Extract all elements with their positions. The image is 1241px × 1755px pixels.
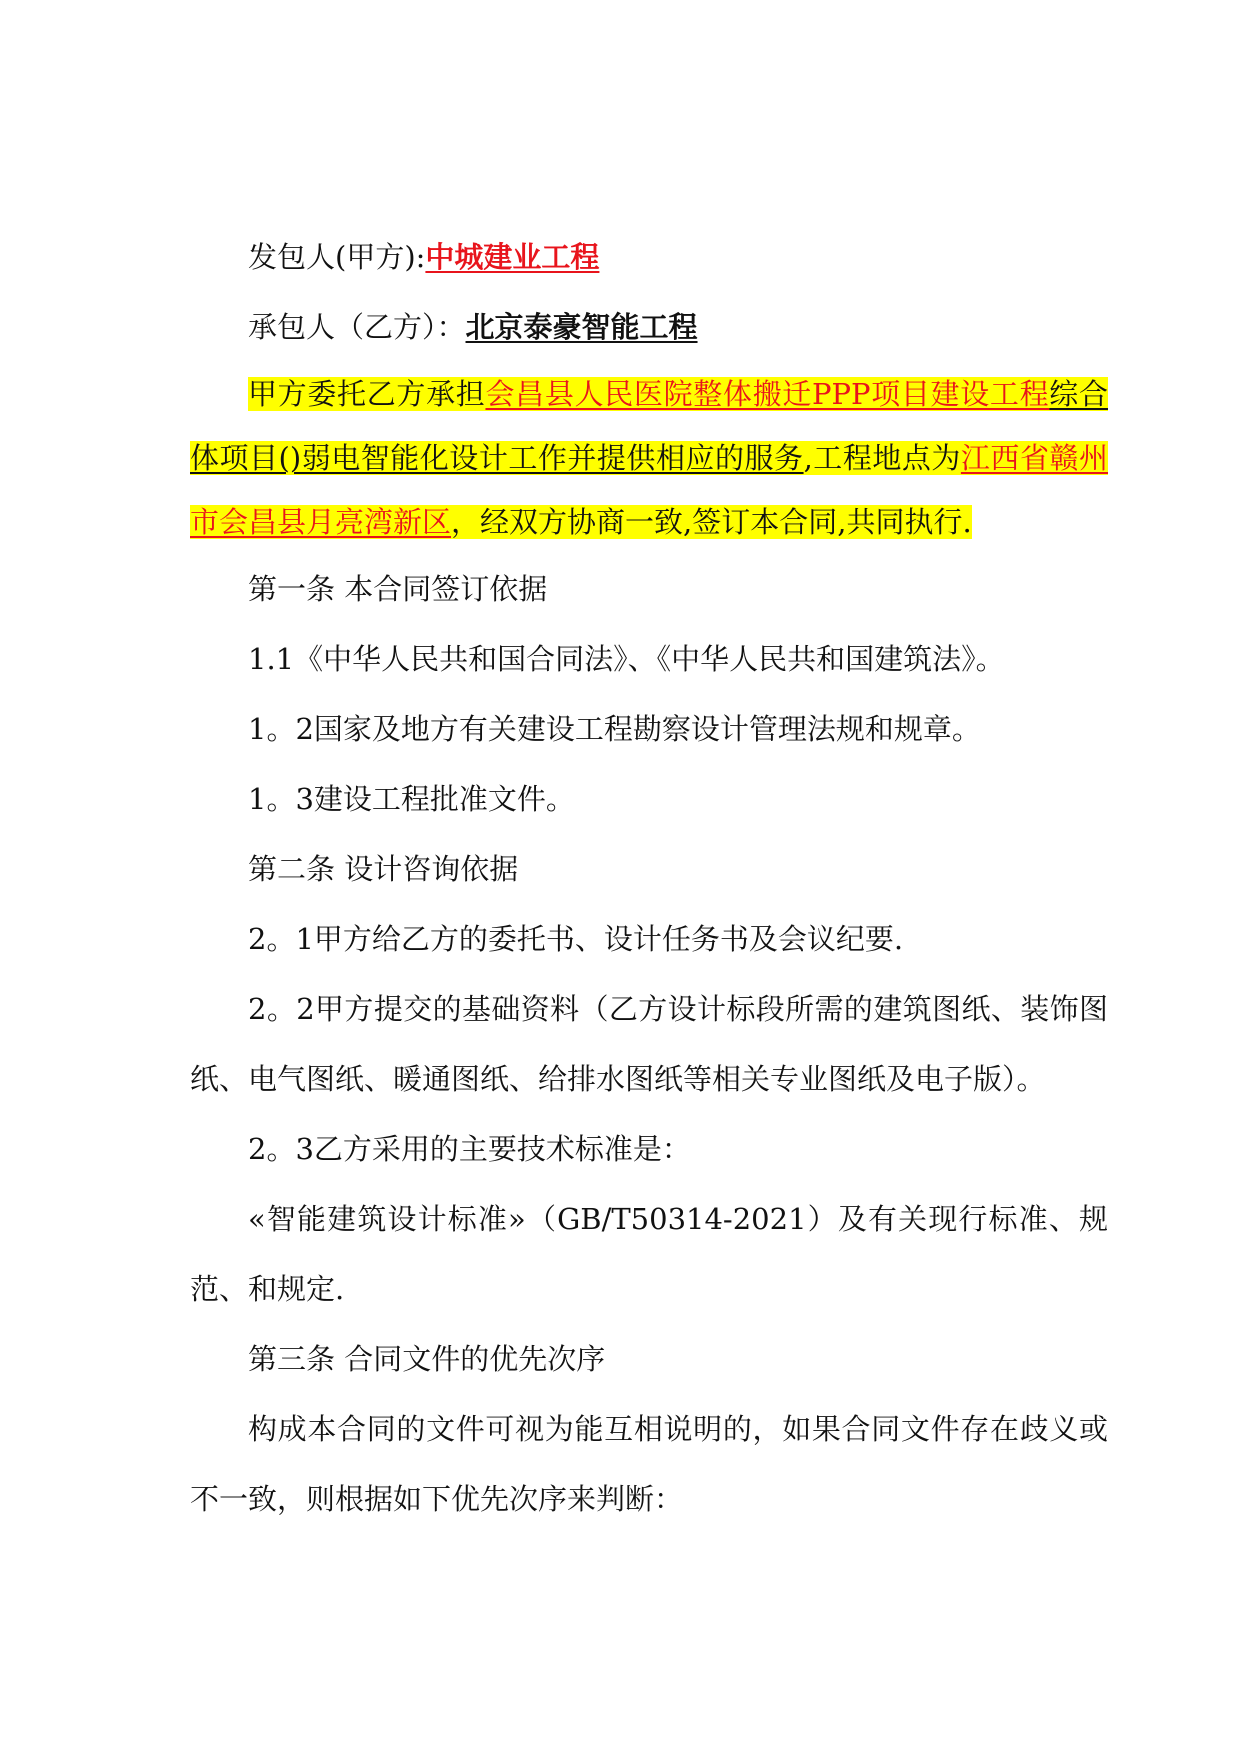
- intro-part1: 甲方委托乙方承担: [248, 377, 486, 411]
- intro-highlight: [190, 377, 1108, 539]
- clause-2-1: 2。1甲方给乙方的委托书、设计任务书及会议纪要.: [248, 922, 904, 956]
- contract-content: [190, 222, 1108, 1534]
- project-name: 会昌县人民医院整体搬迁PPP项目建设工程: [485, 377, 1050, 411]
- clause-2-2: 2。2甲方提交的基础资料（乙方设计标段所需的建筑图纸、装饰图纸、电气图纸、暖通图纸、给排水图纸等相关专业图纸及电子版）。: [190, 992, 1108, 1096]
- client-name: 中城建业工程: [425, 240, 600, 274]
- clause-1-2: 1。2国家及地方有关建设工程勘察设计管理法规和规章。: [248, 712, 981, 746]
- article-2-heading: 第二条 设计咨询依据: [248, 852, 519, 886]
- contractor-label: 承包人（乙方）：: [248, 310, 466, 344]
- intro-part4: ，经双方协商一致,签订本合同,共同执行.: [451, 505, 972, 539]
- clause-1-1: 1.1《中华人民共和国合同法》、《中华人民共和国建筑法》。: [248, 642, 1005, 676]
- client-line: [190, 222, 1108, 292]
- intro-part2: 综合体项目()弱电智能化设计工作并提供相应的服务: [190, 377, 1108, 475]
- standard-reference: «智能建筑设计标准»（GB/T50314-2021）及有关现行标准、规范、和规定.: [190, 1202, 1108, 1306]
- clause-1-3: 1。3建设工程批准文件。: [248, 782, 575, 816]
- client-label: 发包人(甲方):: [248, 240, 426, 274]
- clause-2-3: 2。3乙方采用的主要技术标准是：: [248, 1132, 691, 1166]
- contractor-name: 北京泰豪智能工程: [465, 310, 698, 344]
- article-1-heading: 第一条 本合同签订依据: [248, 572, 548, 606]
- priority-paragraph: 构成本合同的文件可视为能互相说明的，如果合同文件存在歧义或不一致，则根据如下优先次序来判断：: [190, 1412, 1108, 1516]
- contractor-line: [190, 292, 1108, 362]
- article-3-heading: 第三条 合同文件的优先次序: [248, 1342, 606, 1376]
- intro-paragraph: [190, 362, 1108, 554]
- project-location: 江西省赣州市会昌县月亮湾新区: [190, 441, 1108, 539]
- intro-part3: ,工程地点为: [803, 441, 961, 475]
